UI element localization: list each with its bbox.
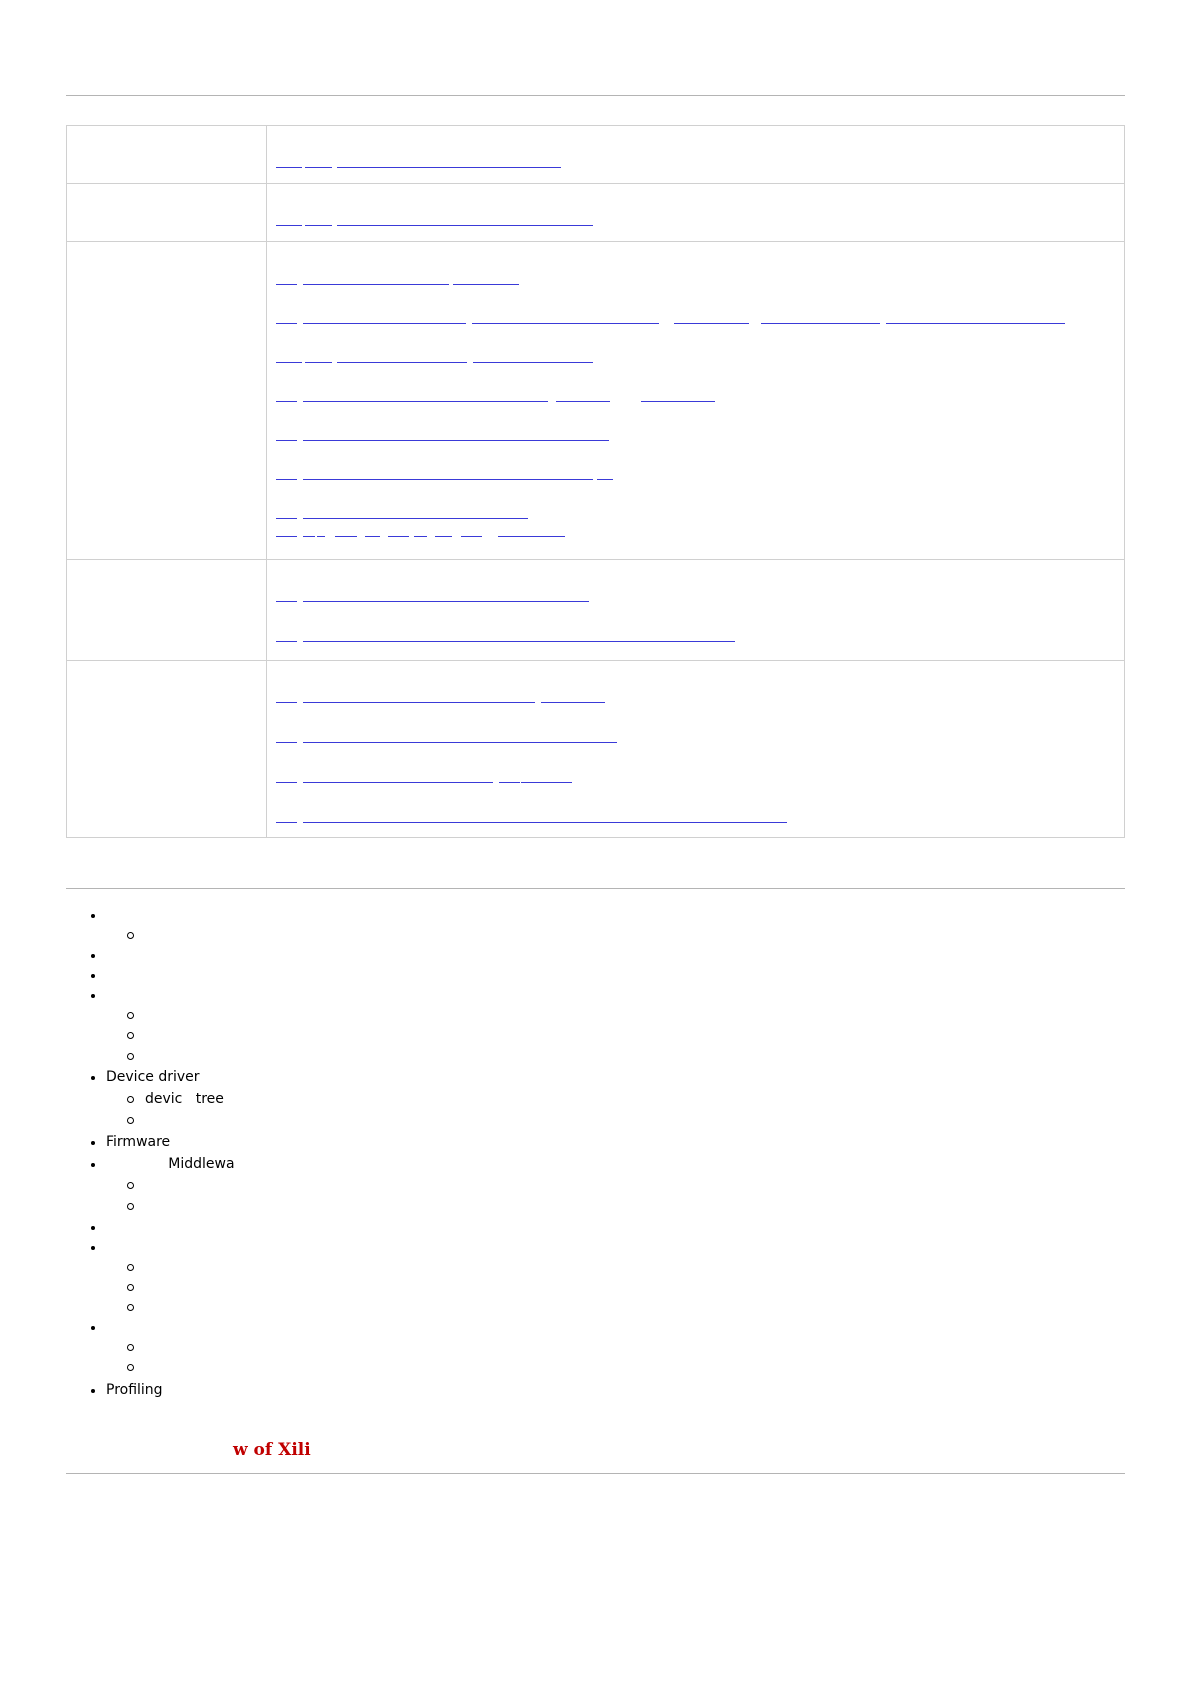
row-links bbox=[267, 242, 1125, 560]
link[interactable] bbox=[303, 782, 493, 783]
table-row bbox=[67, 661, 1125, 838]
link[interactable] bbox=[303, 440, 609, 441]
bullet-circle-icon bbox=[127, 1012, 134, 1019]
link[interactable] bbox=[641, 401, 715, 402]
row-label bbox=[67, 126, 267, 184]
list-item-text: Firmware bbox=[106, 1134, 171, 1150]
bullet-circle-icon bbox=[127, 1284, 134, 1291]
link[interactable] bbox=[461, 536, 482, 537]
row-links bbox=[267, 661, 1125, 838]
link[interactable] bbox=[303, 401, 548, 402]
link[interactable] bbox=[761, 323, 880, 324]
bullet-circle-icon bbox=[127, 1364, 134, 1371]
link[interactable] bbox=[276, 822, 297, 823]
link[interactable] bbox=[276, 742, 297, 743]
top-rule bbox=[66, 95, 1125, 96]
row-links bbox=[267, 126, 1125, 184]
link[interactable] bbox=[276, 536, 297, 537]
bullet-dot-icon bbox=[91, 994, 95, 998]
link[interactable] bbox=[886, 323, 1065, 324]
bullet-circle-icon bbox=[127, 1117, 134, 1124]
link[interactable] bbox=[276, 362, 302, 363]
row-label bbox=[67, 242, 267, 560]
link[interactable] bbox=[365, 536, 380, 537]
link[interactable] bbox=[276, 641, 297, 642]
list-item-text: Device driver bbox=[106, 1069, 200, 1085]
link[interactable] bbox=[435, 536, 452, 537]
row-label bbox=[67, 661, 267, 838]
link[interactable] bbox=[276, 401, 297, 402]
bullet-dot-icon bbox=[91, 1163, 95, 1167]
bullet-circle-icon bbox=[127, 1304, 134, 1311]
link[interactable] bbox=[317, 536, 325, 537]
link[interactable] bbox=[674, 323, 749, 324]
link[interactable] bbox=[303, 536, 315, 537]
table-row bbox=[67, 242, 1125, 560]
bullet-circle-icon bbox=[127, 1032, 134, 1039]
bullet-dot-icon bbox=[91, 1226, 95, 1230]
row-links bbox=[267, 184, 1125, 242]
middle-rule bbox=[66, 888, 1125, 889]
link[interactable] bbox=[303, 601, 589, 602]
link[interactable] bbox=[499, 782, 520, 783]
link[interactable] bbox=[414, 536, 427, 537]
link[interactable] bbox=[335, 536, 357, 537]
link[interactable] bbox=[337, 167, 561, 168]
table-row bbox=[67, 560, 1125, 661]
bullet-dot-icon bbox=[91, 1389, 95, 1393]
link[interactable] bbox=[276, 225, 302, 226]
bullet-dot-icon bbox=[91, 1141, 95, 1145]
link[interactable] bbox=[276, 782, 297, 783]
table-row bbox=[67, 184, 1125, 242]
link[interactable] bbox=[303, 641, 735, 642]
link[interactable] bbox=[303, 822, 787, 823]
bullet-circle-icon bbox=[127, 1096, 134, 1103]
link[interactable] bbox=[388, 536, 409, 537]
bullet-dot-icon bbox=[91, 1246, 95, 1250]
link[interactable] bbox=[453, 284, 519, 285]
table-row bbox=[67, 126, 1125, 184]
bullet-circle-icon bbox=[127, 1264, 134, 1271]
link-table bbox=[66, 125, 1125, 838]
bullet-circle-icon bbox=[127, 1344, 134, 1351]
bullet-circle-icon bbox=[127, 1182, 134, 1189]
bottom-rule bbox=[66, 1473, 1125, 1474]
link[interactable] bbox=[276, 702, 297, 703]
link[interactable] bbox=[276, 479, 297, 480]
bullet-dot-icon bbox=[91, 1076, 95, 1080]
bullet-dot-icon bbox=[91, 1326, 95, 1330]
link[interactable] bbox=[305, 225, 332, 226]
link[interactable] bbox=[303, 479, 593, 480]
bullet-circle-icon bbox=[127, 1053, 134, 1060]
bullet-dot-icon bbox=[91, 954, 95, 958]
bullet-circle-icon bbox=[127, 1203, 134, 1210]
link[interactable] bbox=[498, 536, 565, 537]
link[interactable] bbox=[472, 323, 659, 324]
row-label bbox=[67, 184, 267, 242]
row-links bbox=[267, 560, 1125, 661]
link[interactable] bbox=[521, 782, 572, 783]
link[interactable] bbox=[276, 601, 297, 602]
link[interactable] bbox=[276, 440, 297, 441]
link[interactable] bbox=[337, 225, 593, 226]
link[interactable] bbox=[303, 702, 535, 703]
link[interactable] bbox=[276, 167, 302, 168]
bullet-circle-icon bbox=[127, 932, 134, 939]
link[interactable] bbox=[305, 167, 332, 168]
row-label bbox=[67, 560, 267, 661]
link[interactable] bbox=[276, 323, 297, 324]
link[interactable] bbox=[541, 702, 605, 703]
bullet-dot-icon bbox=[91, 974, 95, 978]
link[interactable] bbox=[303, 518, 528, 519]
link[interactable] bbox=[303, 284, 449, 285]
link[interactable] bbox=[556, 401, 610, 402]
link[interactable] bbox=[597, 479, 613, 480]
link[interactable] bbox=[305, 362, 332, 363]
link[interactable] bbox=[303, 323, 466, 324]
link[interactable] bbox=[303, 742, 617, 743]
link[interactable] bbox=[473, 362, 593, 363]
link[interactable] bbox=[276, 518, 297, 519]
list-item-text: Profiling bbox=[106, 1382, 163, 1398]
section-heading: w of Xili bbox=[233, 1440, 311, 1460]
link[interactable] bbox=[276, 284, 297, 285]
list-item-text: Middlewa bbox=[106, 1156, 235, 1172]
link[interactable] bbox=[337, 362, 467, 363]
list-item-text: devic tree bbox=[145, 1091, 224, 1107]
bullet-dot-icon bbox=[91, 914, 95, 918]
